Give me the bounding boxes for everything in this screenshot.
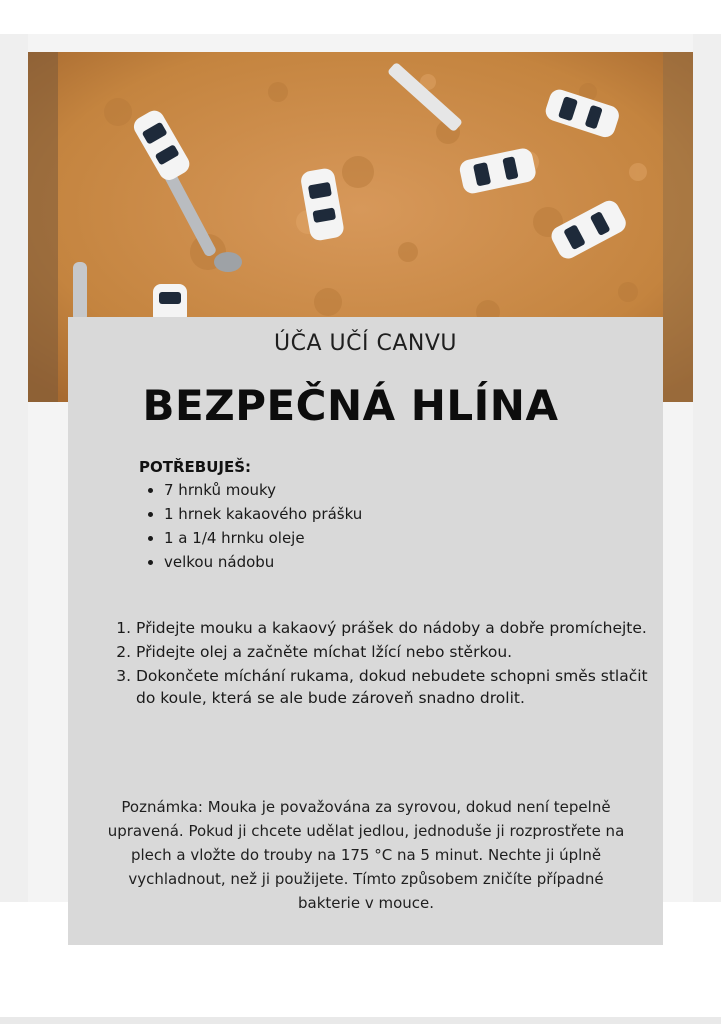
steps-list (118, 617, 656, 711)
ingredient-item: • 1 hrnek kakaového prášku (164, 502, 362, 526)
top-margin (0, 0, 721, 34)
metal-spatula (73, 262, 87, 322)
left-side-panel (0, 34, 28, 902)
ingredient-item: • 7 hrnků mouky (164, 478, 362, 502)
page-title: BEZPEČNÁ HLÍNA (142, 381, 559, 430)
ingredients-list (146, 478, 362, 574)
tray-right-edge (663, 52, 693, 402)
ingredient-item: • velkou nádobu (164, 550, 362, 574)
step-item: 1. Přidejte mouku a kakaový prášek do nádoby a dobře promíchejte. (136, 617, 656, 639)
recipe-card (68, 317, 663, 945)
note-paragraph: Poznámka: Mouka je považována za syrovou, dokud není tepelně upravená. Pokud ji chcete udělat jedlou, jednoduše ji rozprostřete na plech a vložte do trouby na 175 °C na 5 minut. Nechte ji úplně vychladnout, než ji použijete. Tímto způsobem zničíte případné bakterie v mouce. (107, 798, 625, 912)
ingredients-heading: POTŘEBUJEŠ: (139, 458, 252, 476)
tray-left-edge (28, 52, 58, 402)
bottom-strip (0, 1017, 721, 1024)
step-item: 3. Dokončete míchání rukama, dokud nebudete schopni směs stlačit do koule, která se ale bude zároveň snadno drolit. (136, 665, 656, 709)
ingredient-item: • 1 a 1/4 hrnku oleje (164, 526, 362, 550)
right-side-panel (693, 34, 721, 902)
page-subtitle: ÚČA UČÍ CANVU (274, 331, 457, 356)
step-item: 2. Přidejte olej a začněte míchat lžící nebo stěrkou. (136, 641, 656, 663)
